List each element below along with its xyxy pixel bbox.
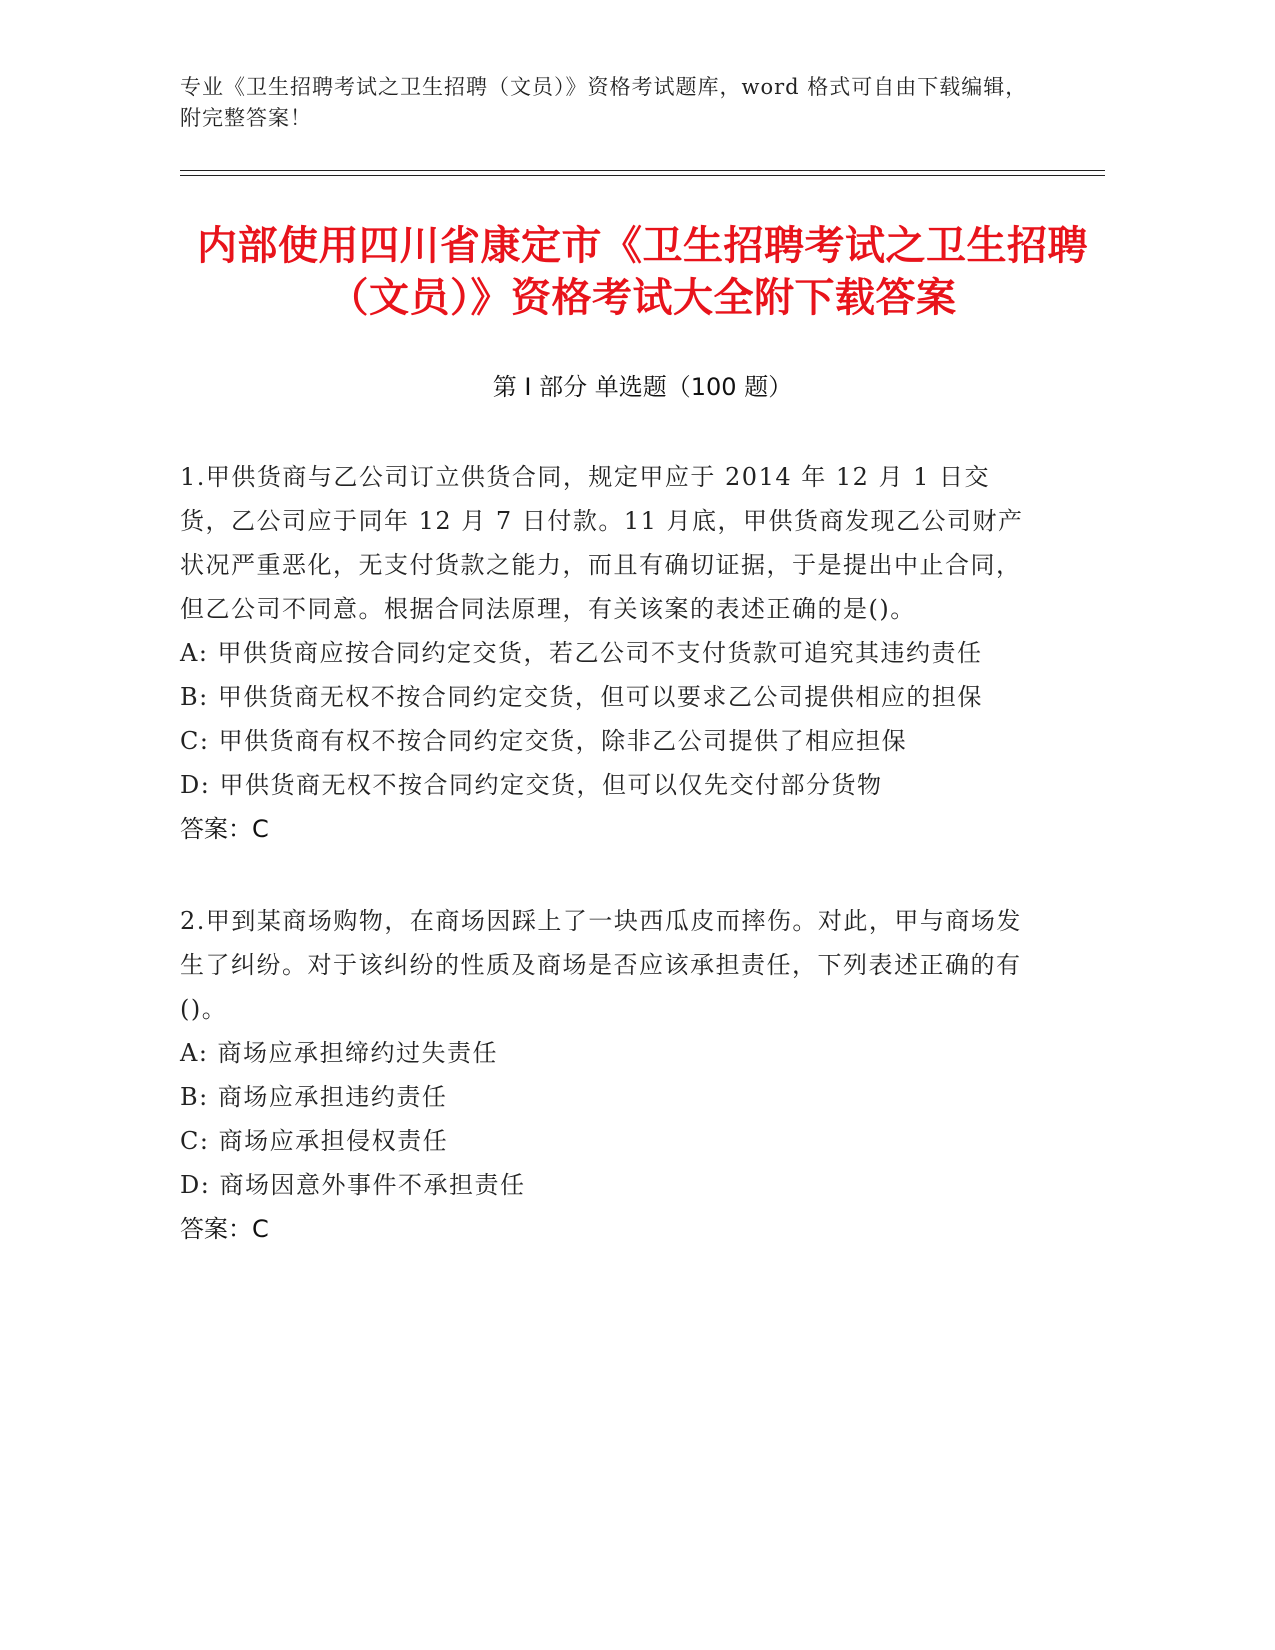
answer-line: 答案：C	[180, 815, 269, 843]
option-b: B: 甲供货商无权不按合同约定交货，但可以要求乙公司提供相应的担保	[180, 683, 983, 711]
question-stem: 2.甲到某商场购物，在商场因踩上了一块西瓜皮而摔伤。对此，甲与商场发生了纠纷。对于该纠纷的性质及商场是否应该承担责任，下列表述正确的有()。	[180, 907, 1022, 1023]
question-1	[180, 455, 1040, 851]
header-note: 专业《卫生招聘考试之卫生招聘（文员）》资格考试题库，word 格式可自由下载编辑，附完整答案！	[180, 75, 1028, 130]
question-list	[180, 455, 1040, 1251]
option-d: D: 甲供货商无权不按合同约定交货，但可以仅先交付部分货物	[180, 771, 883, 799]
option-b: B: 商场应承担违约责任	[180, 1083, 448, 1111]
section-title: 第 I 部分 单选题（100 题）	[492, 373, 793, 401]
option-a: A: 商场应承担缔约过失责任	[180, 1039, 499, 1067]
document-title: 内部使用四川省康定市《卫生招聘考试之卫生招聘（文员）》资格考试大全附下载答案	[197, 223, 1088, 321]
question-2	[180, 899, 1040, 1251]
question-stem: 1.甲供货商与乙公司订立供货合同，规定甲应于 2014 年 12 月 1 日交货，乙公司应于同年 12 月 7 日付款。11 月底，甲供货商发现乙公司财产状况严重恶化，无支付货款之能力，而且有确切证据，于是提出中止合同，但乙公司不同意。根据合同法原理，有关该案的表述正确的是()。	[180, 463, 1024, 623]
option-a: A: 甲供货商应按合同约定交货，若乙公司不支付货款可追究其违约责任	[180, 639, 983, 667]
option-c: C: 商场应承担侵权责任	[180, 1127, 449, 1155]
option-d: D: 商场因意外事件不承担责任	[180, 1171, 526, 1199]
header-divider-bottom	[180, 175, 1105, 176]
header-divider-top	[180, 170, 1105, 171]
answer-line: 答案：C	[180, 1215, 269, 1243]
option-c: C: 甲供货商有权不按合同约定交货，除非乙公司提供了相应担保	[180, 727, 908, 755]
